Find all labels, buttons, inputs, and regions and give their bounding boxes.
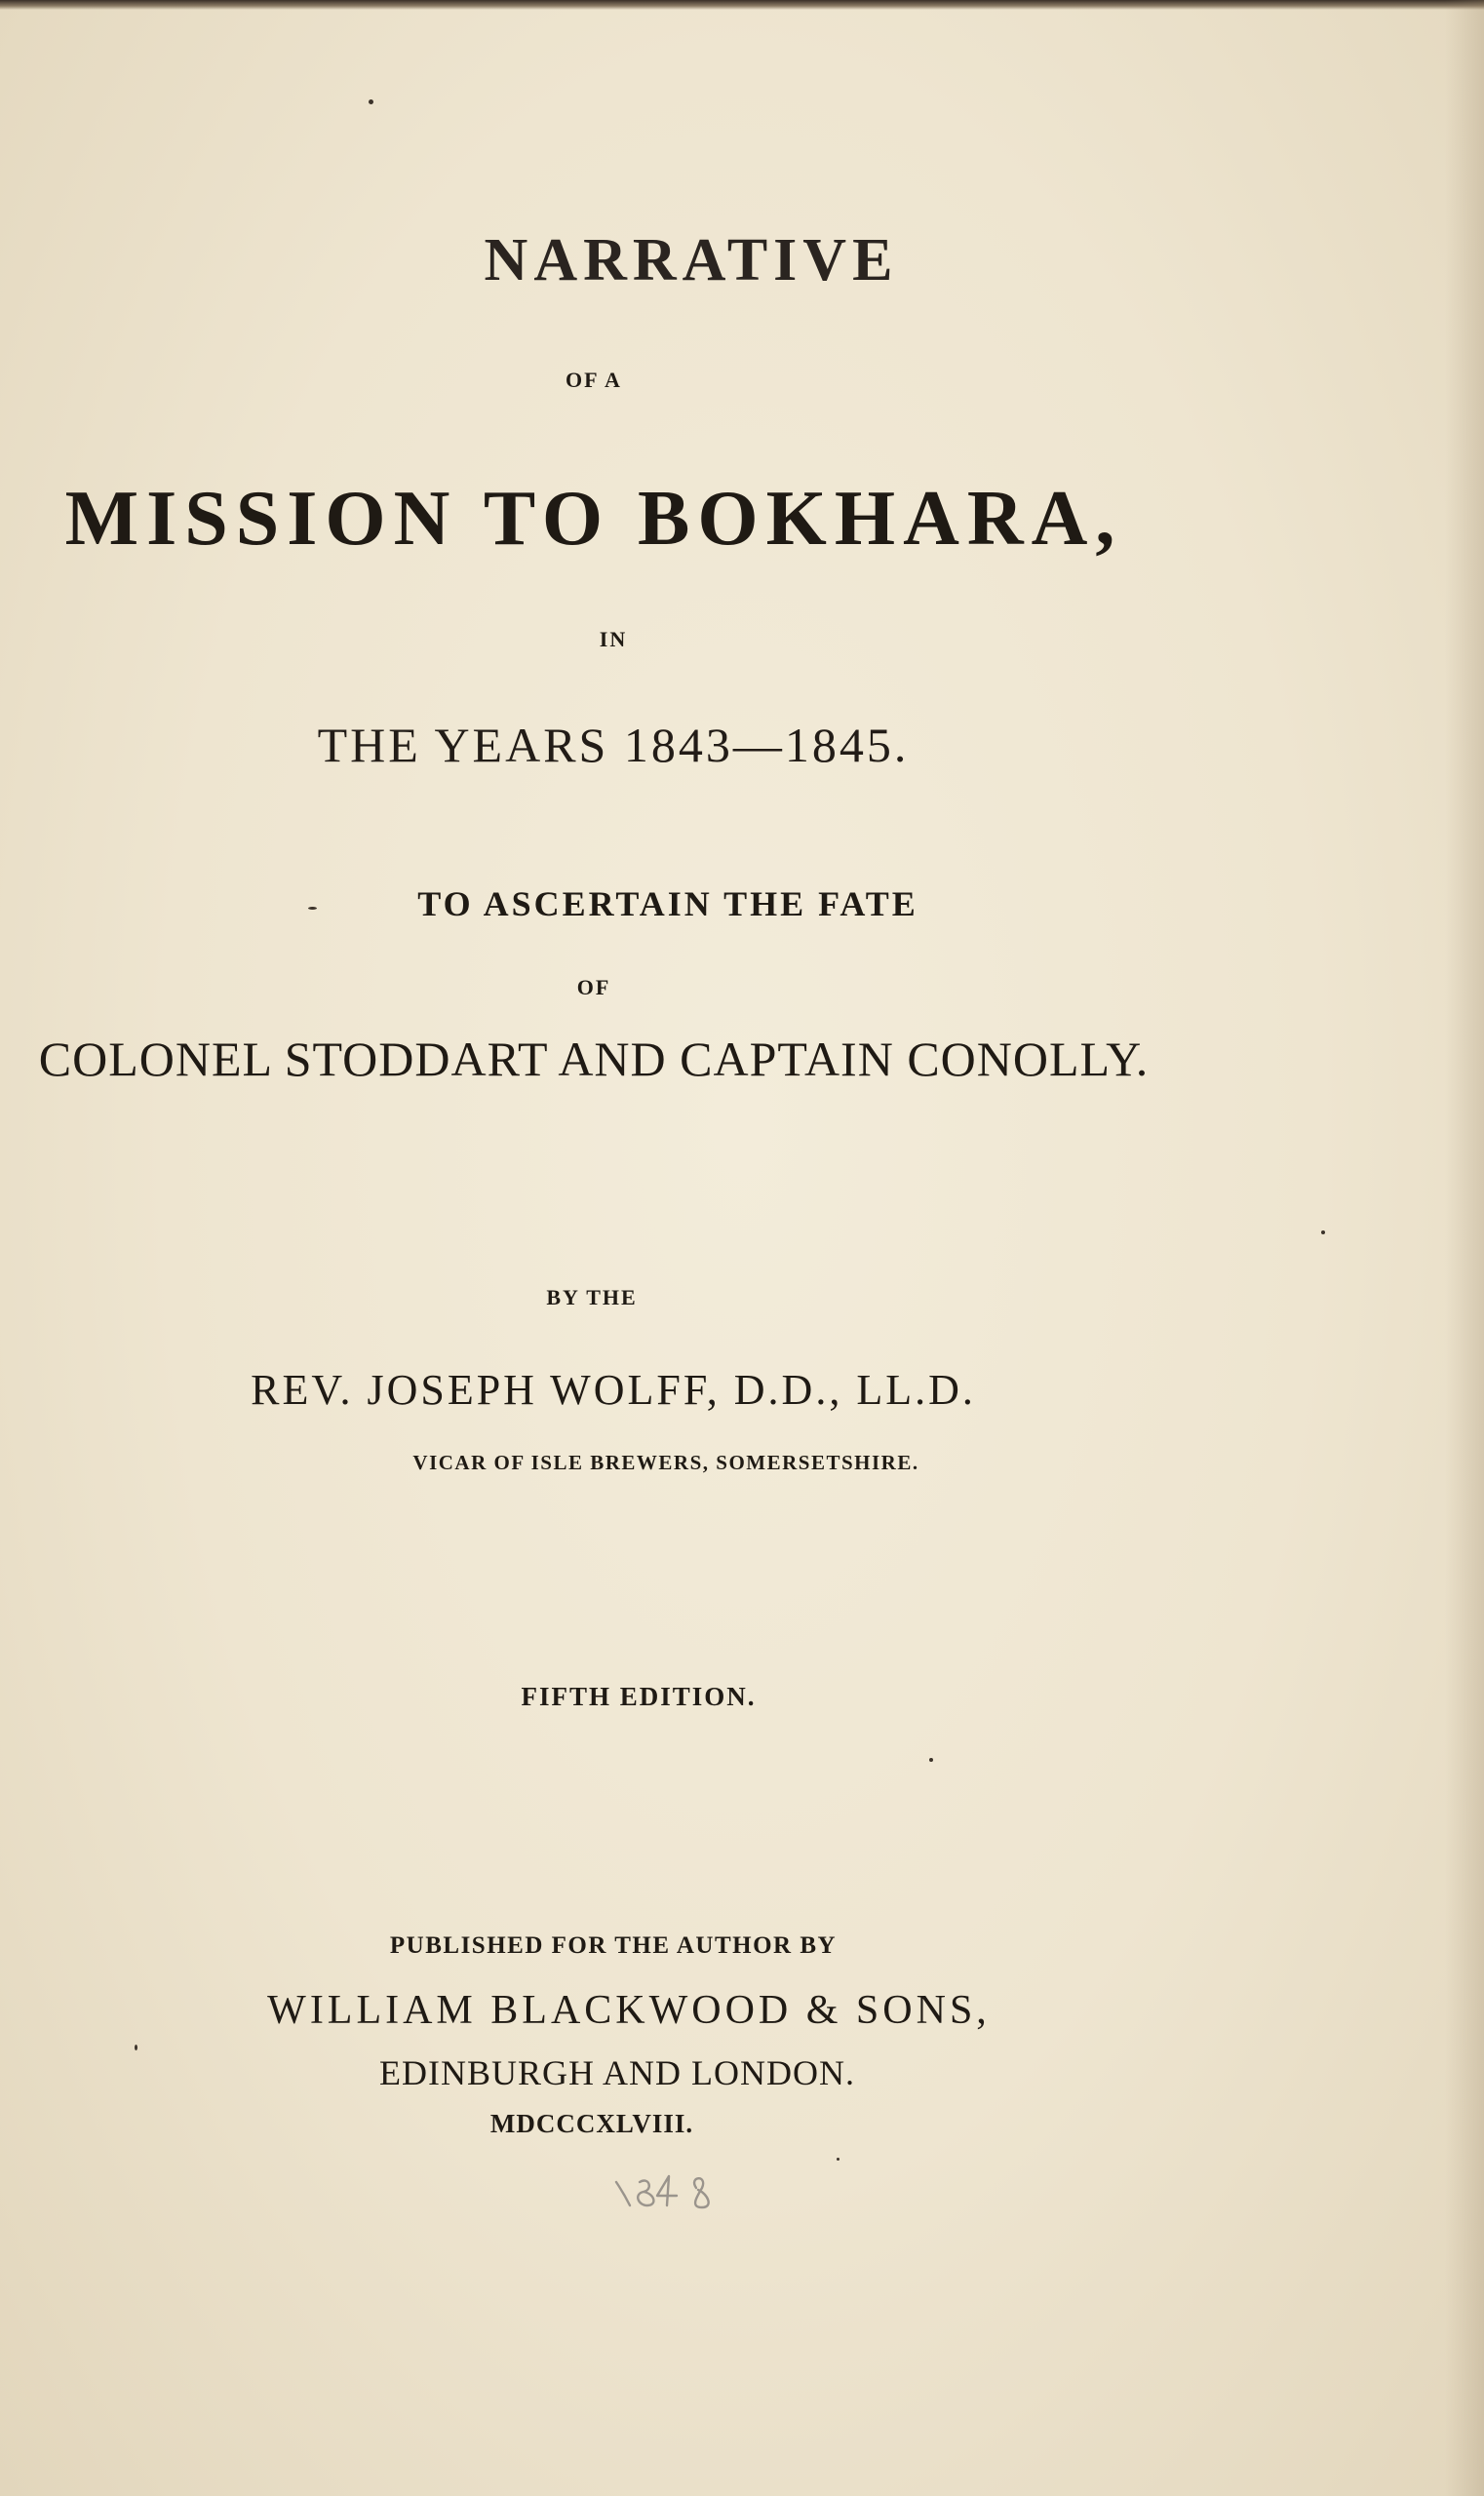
paper-speck: [308, 907, 317, 910]
paper-speck: [837, 2158, 840, 2161]
publication-year-roman: MDCCCXLVIII.: [489, 2109, 694, 2138]
handwritten-year-note: [610, 2161, 737, 2219]
publisher-cities: EDINBURGH AND LONDON.: [379, 2053, 855, 2092]
title-mission: MISSION TO BOKHARA,: [64, 476, 1123, 562]
paper-speck: [1321, 1230, 1325, 1234]
edition-label: FIFTH EDITION.: [521, 1682, 757, 1711]
publisher-name: WILLIAM BLACKWOOD & SONS,: [267, 1988, 991, 2033]
subtitle-of: OF: [576, 975, 611, 999]
paper-speck: [135, 2045, 137, 2050]
author-name: REV. JOSEPH WOLFF, D.D., LL.D.: [251, 1366, 976, 1414]
paper-speck: [369, 99, 373, 104]
page-top-edge: [0, 0, 1484, 10]
subtitle-ascertain: TO ASCERTAIN THE FATE: [417, 884, 918, 923]
paper-speck: [929, 1758, 933, 1762]
subtitle-names: COLONEL STODDART AND CAPTAIN CONOLLY.: [38, 1032, 1150, 1086]
page-right-shadow: [1445, 0, 1484, 2496]
title-years: THE YEARS 1843—1845.: [317, 718, 910, 772]
title-narrative: NARRATIVE: [484, 227, 899, 293]
author-title: VICAR OF ISLE BREWERS, SOMERSETSHIRE.: [412, 1451, 919, 1474]
title-of-a: OF A: [566, 368, 622, 392]
published-for-line: PUBLISHED FOR THE AUTHOR BY: [389, 1932, 838, 1959]
title-in: IN: [599, 627, 628, 651]
byline-by-the: BY THE: [546, 1285, 638, 1309]
